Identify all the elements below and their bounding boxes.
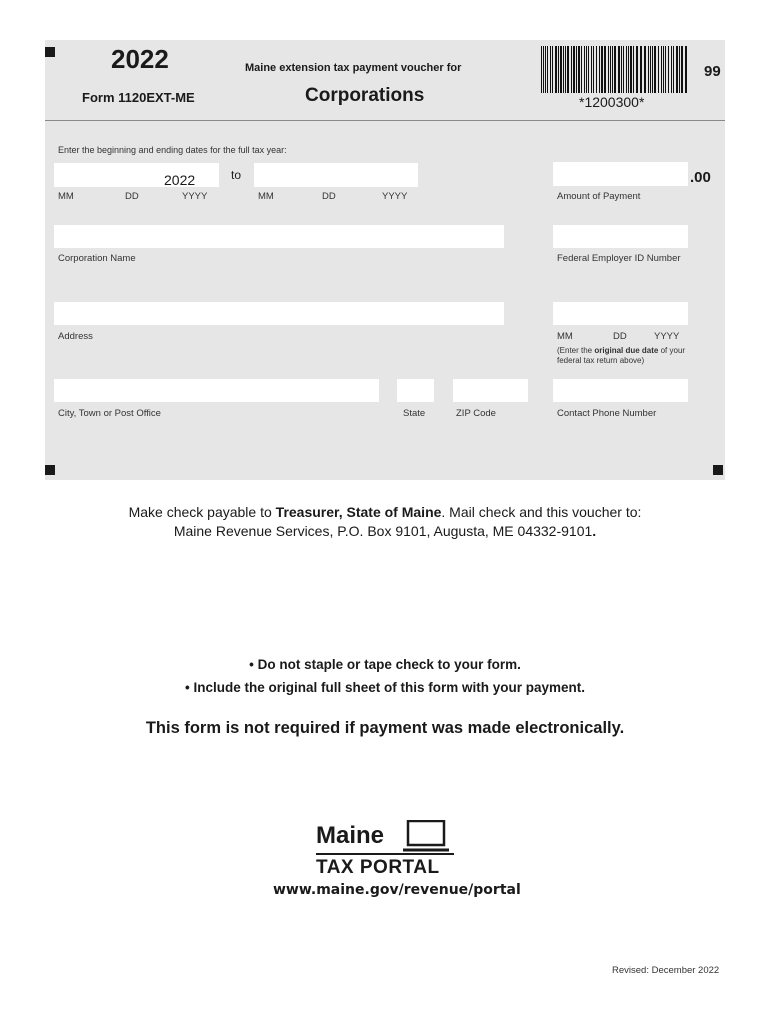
phone-field[interactable]: [553, 379, 688, 402]
tax-year: 2022: [111, 44, 169, 74]
address-field[interactable]: [54, 302, 504, 325]
begin-yyyy-label: YYYY: [182, 191, 208, 202]
form-name: Form 1120EXT-ME: [82, 90, 195, 105]
fein-field[interactable]: [553, 225, 688, 248]
not-required-note: This form is not required if payment was made electronically.: [145, 719, 625, 737]
mailing-address: Maine Revenue Services, P.O. Box 9101, Augusta, ME 04332-9101.: [173, 523, 597, 539]
due-yyyy-label: YYYY: [654, 331, 680, 342]
zip-label: ZIP Code: [456, 408, 496, 419]
payable-instruction: Make check payable to Treasurer, State of Maine. Mail check and this voucher to:: [128, 504, 642, 520]
begin-dd-label: DD: [125, 191, 139, 202]
portal-url[interactable]: www.maine.gov/revenue/portal: [273, 882, 521, 898]
include-sheet-note: • Include the original full sheet of this form with your payment.: [184, 680, 585, 695]
corporation-name-label: Corporation Name: [58, 253, 136, 264]
state-label: State: [403, 408, 426, 419]
state-field[interactable]: [397, 379, 434, 402]
end-mm-label: MM: [258, 191, 274, 202]
amount-cents: .00: [690, 169, 711, 186]
header-divider: [45, 120, 725, 121]
no-staple-note: • Do not staple or tape check to your form.: [249, 657, 521, 672]
begin-mm-label: MM: [58, 191, 74, 202]
registration-mark-bottom-right: [713, 465, 723, 475]
city-field[interactable]: [54, 379, 379, 402]
to-label: to: [231, 168, 242, 182]
laptop-icon: [403, 820, 451, 852]
form-code: 99: [704, 63, 721, 80]
begin-date-field[interactable]: [54, 163, 219, 187]
voucher-subject: Corporations: [305, 85, 425, 106]
end-yyyy-label: YYYY: [382, 191, 408, 202]
phone-label: Contact Phone Number: [557, 408, 657, 419]
city-label: City, Town or Post Office: [58, 408, 161, 419]
zip-field[interactable]: [453, 379, 528, 402]
corporation-name-field[interactable]: [54, 225, 504, 248]
begin-year-value: 2022: [164, 172, 196, 188]
registration-mark-top-left: [45, 47, 55, 57]
dates-instruction: Enter the beginning and ending dates for the full tax year:: [58, 145, 287, 155]
amount-of-payment-field[interactable]: [553, 162, 688, 186]
due-dd-label: DD: [613, 331, 627, 342]
fein-label: Federal Employer ID Number: [557, 253, 681, 264]
voucher-title: Maine extension tax payment voucher for: [245, 62, 462, 74]
end-dd-label: DD: [322, 191, 336, 202]
barcode-number: *1200300*: [579, 94, 645, 110]
end-date-field[interactable]: [254, 163, 418, 187]
due-date-field[interactable]: [553, 302, 688, 325]
due-mm-label: MM: [557, 331, 573, 342]
revised-date: Revised: December 2022: [612, 965, 720, 976]
registration-mark-bottom-left: [45, 465, 55, 475]
address-label: Address: [58, 331, 93, 342]
amount-label: Amount of Payment: [557, 191, 641, 202]
barcode-icon: [541, 46, 689, 93]
due-date-note: (Enter the original due date of your federal tax return above): [557, 346, 686, 365]
maine-tax-portal-logo: Maine TAX PORTAL: [316, 820, 456, 882]
